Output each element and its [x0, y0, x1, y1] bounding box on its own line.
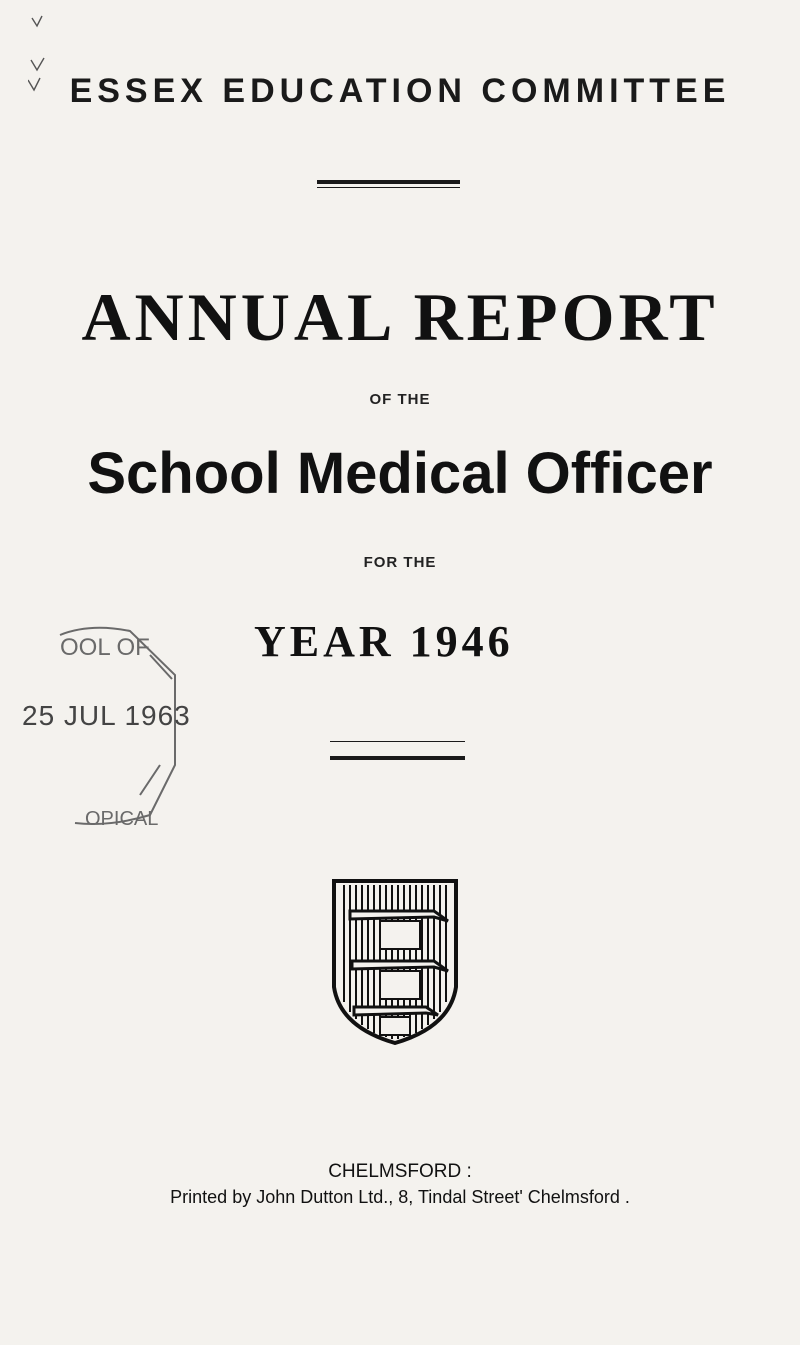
report-title: ANNUAL REPORT: [81, 279, 719, 355]
divider-top: [317, 180, 460, 184]
report-year: YEAR 1946: [254, 617, 514, 666]
divider-top-thin: [317, 187, 460, 188]
committee-heading: ESSEX EDUCATION COMMITTEE: [69, 72, 731, 110]
imprint-place: CHELMSFORD :: [328, 1161, 472, 1182]
report-subject: School Medical Officer: [87, 441, 713, 506]
essex-county-crest-icon: [330, 877, 460, 1045]
for-the-label: FOR THE: [363, 554, 437, 571]
svg-text:OOL OF: OOL OF: [60, 634, 150, 661]
svg-text:OPICAL: OPICAL: [85, 808, 159, 830]
printer-imprint: Printed by John Dutton Ltd., 8, Tindal Street' Chelmsford .: [170, 1187, 630, 1207]
divider-middle: [330, 756, 465, 760]
divider-middle-thin: [330, 741, 465, 742]
stamp-date: 25 JUL 1963: [22, 700, 191, 731]
of-the-label: OF THE: [369, 391, 431, 408]
